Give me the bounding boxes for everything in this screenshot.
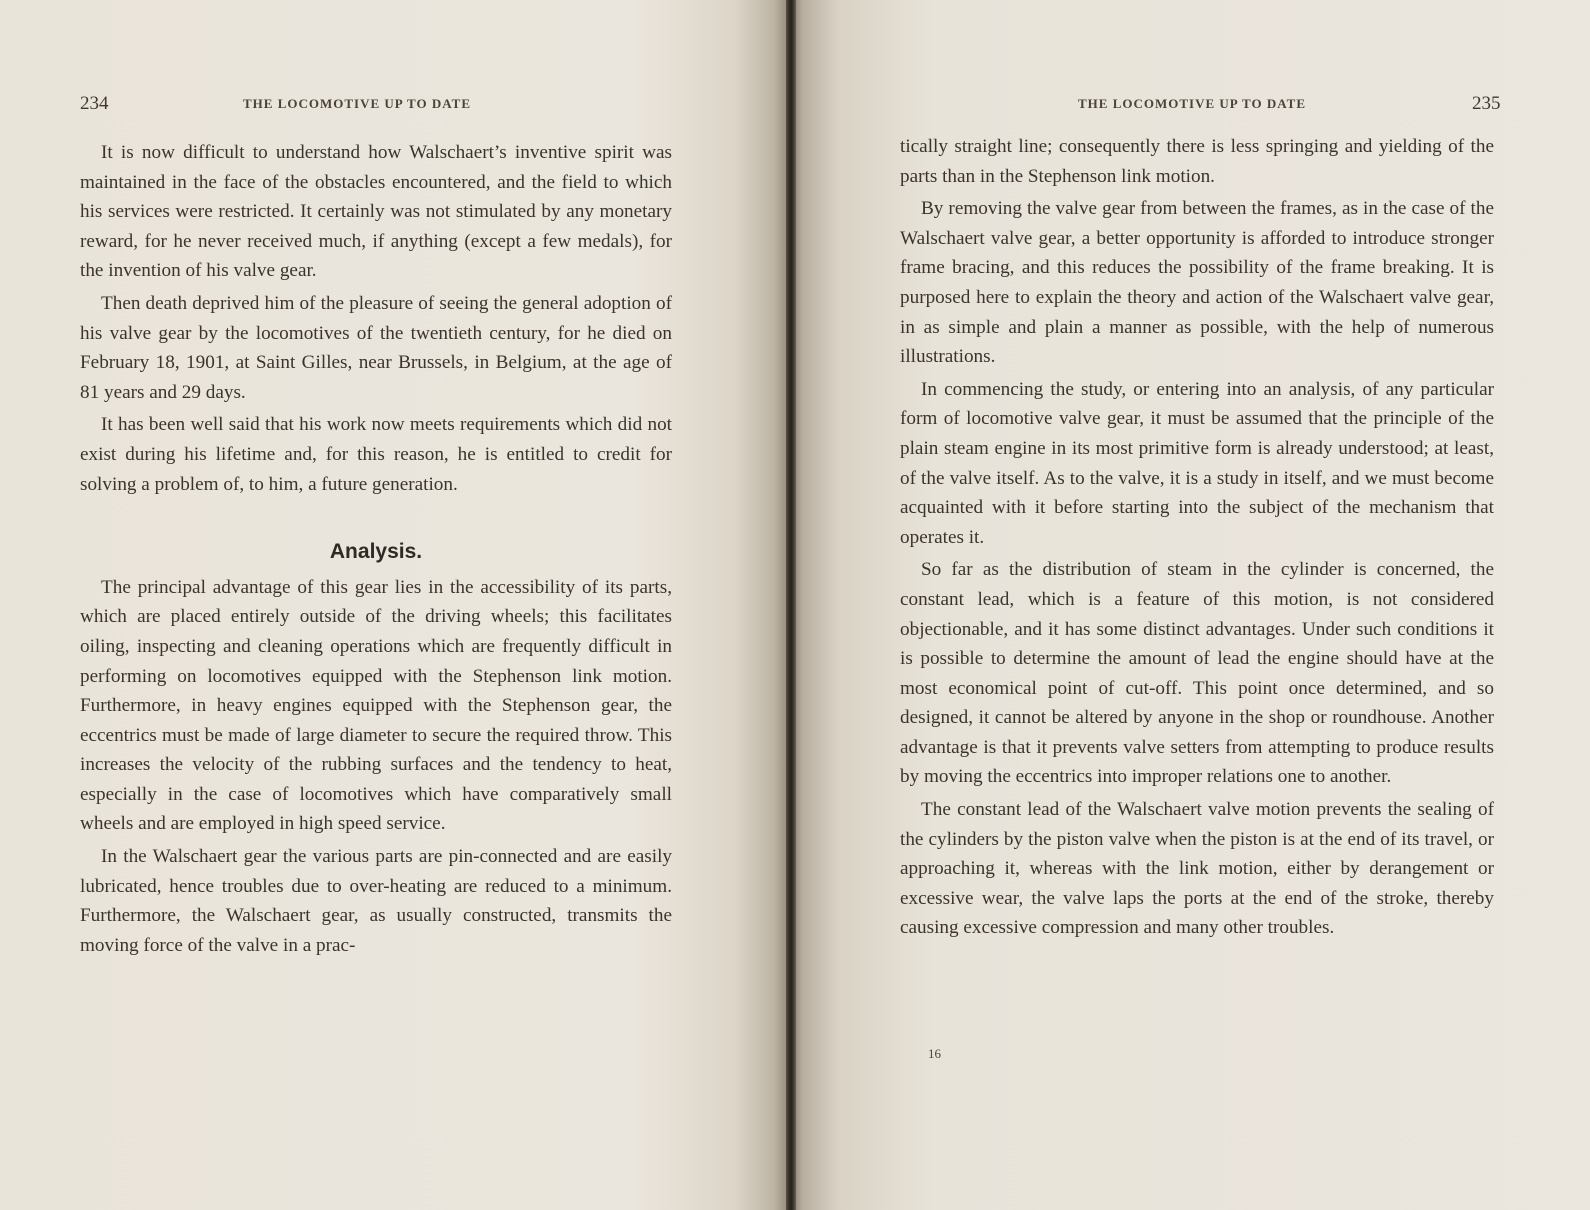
right-body-text — [900, 132, 1494, 946]
paragraph: The constant lead of the Walschaert valve motion prevents the sealing of the cylinders by the piston valve when the piston is at the end of its travel, or approaching it, whereas with the link motion, either by derangement or excessive wear, the valve laps the ports at the end of the stroke, thereby causing excessive compression and many other troubles. — [900, 799, 1494, 939]
page-number-right: 235 — [1472, 93, 1501, 114]
right-page — [790, 0, 1590, 1210]
paragraph: Then death deprived him of the pleasure of seeing the general adoption of his valve gear by the locomotives of the twentieth century, for he died on February 18, 1901, at Saint Gilles, near Brussels, in Belgium, at the age of 81 years and 29 days. — [80, 292, 672, 403]
paragraph: In commencing the study, or entering into an analysis, of any particular form of locomotive valve gear, it must be assumed that the principle of the plain steam engine in its most primitive form is already understood; at least, of the valve itself. As to the valve, it is a study in itself, and we must become acquainted with it before starting into the subject of the mechanism that operates it. — [900, 378, 1494, 548]
paragraph-continuation: tically straight line; consequently there is less springing and yielding of the parts than in the Stephenson link motion. — [900, 136, 1494, 187]
page-number-left: 234 — [80, 93, 109, 114]
section-title: Analysis. — [329, 540, 423, 564]
paragraph: It has been well said that his work now meets requirements which did not exist during his lifetime and, for this reason, he is entitled to credit for solving a problem of, to him, a future generation. — [80, 414, 672, 495]
paragraph: It is now difficult to understand how Walschaert’s inventive spirit was maintained in the face of the obstacles encountered, and the field to which his services were restricted. It certainly was not stimulated by any monetary reward, for he never received much, if anything (except a few medals), for the invention of his valve gear. — [80, 142, 672, 282]
running-head-right: THE LOCOMOTIVE UP TO DATE — [1078, 96, 1306, 111]
paragraph: In the Walschaert gear the various parts are pin-connected and are easily lubricated, hence troubles due to over-heating are reduced to a minimum. Furthermore, the Walschaert gear, as usually constructed, transmits the moving force of the valve in a prac- — [80, 846, 672, 956]
paragraph: By removing the valve gear from between the frames, as in the case of the Walschaert valve gear, a better opportunity is afforded to introduce stronger frame bracing, and this reduces the possibility of the frame breaking. It is purposed here to explain the theory and action of the Walschaert valve gear, in as simple and plain a manner as possible, with the help of numerous illustrations. — [900, 198, 1494, 368]
paragraph: The principal advantage of this gear lies in the accessibility of its parts, which are placed entirely outside of the driving wheels; this facilitates oiling, inspecting and cleaning operations which are frequently difficult in performing on locomotives equipped with the Stephenson link motion. Furthermore, in heavy engines equipped with the Stephenson gear, the eccentrics must be made of large diameter to secure the required throw. This increases the velocity of the rubbing surfaces and the tendency to heat, especially in the case of locomotives which have comparatively small wheels and are employed in high speed service. — [80, 576, 672, 835]
book-spine — [786, 0, 796, 1210]
left-body-text — [80, 138, 672, 963]
left-page — [0, 0, 790, 1210]
running-head-left: THE LOCOMOTIVE UP TO DATE — [243, 96, 471, 111]
paragraph: So far as the distribution of steam in the cylinder is concerned, the constant lead, which is a feature of this motion, is not considered objectionable, and it has some distinct advantages. Under such conditions it is possible to determine the amount of lead the engine should have at the most economical point of cut-off. This point once determined, and so designed, it cannot be altered by anyone in the shop or roundhouse. Another advantage is that it prevents valve setters from attempting to produce results by moving the eccentrics into improper relations one to another. — [900, 559, 1494, 788]
signature-mark: 16 — [928, 1046, 941, 1061]
